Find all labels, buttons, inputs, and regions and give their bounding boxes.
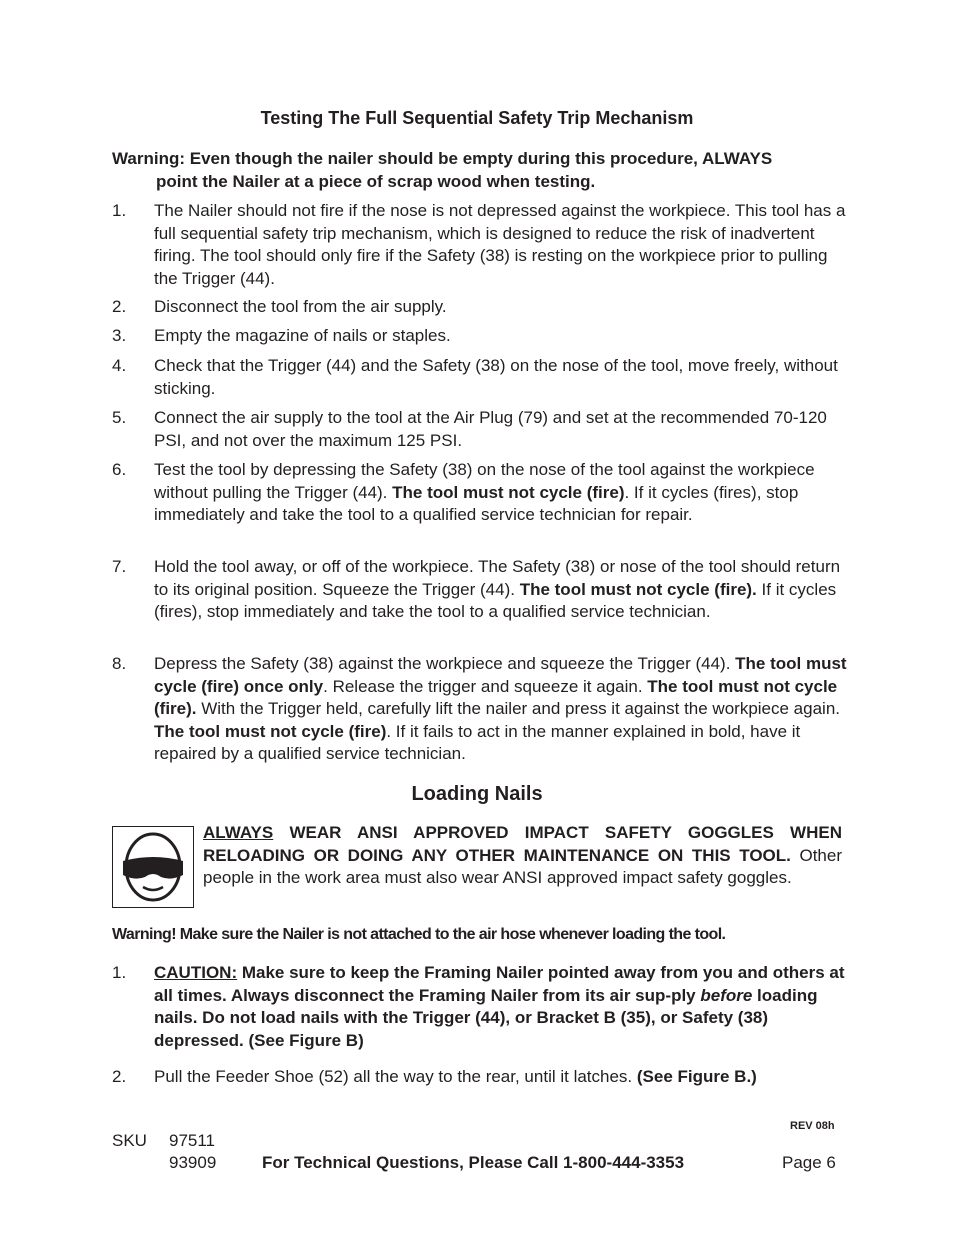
sku-number-1: 97511	[169, 1131, 216, 1150]
item-number: 6.	[112, 460, 127, 479]
list-item	[112, 355, 847, 400]
list-item	[112, 296, 847, 319]
item-number: 7.	[112, 557, 127, 576]
list-item	[112, 407, 847, 452]
item-text: Empty the magazine of nails or staples.	[154, 326, 451, 345]
revision-label: REV 08h	[790, 1120, 835, 1132]
sku-number-2: 93909	[169, 1153, 217, 1172]
list-item	[112, 325, 847, 348]
hose-warning: Warning! Make sure the Nailer is not attached to the air hose whenever loading the tool.	[112, 926, 726, 943]
item-text: Depress the Safety (38) against the workpiece and squeeze the Trigger (44). The tool must cycle (fire) once only. Release the trigger and squeeze it again. The tool must not cycle (fire). With the Trigger held, carefully lift the nailer and press it against the workpiece again. The tool must not cycle (fire). If it fails to act in the manner explained in bold, have it repaired by a qualified service technician.	[154, 654, 847, 763]
list-item	[112, 200, 847, 290]
sku-label: SKU	[112, 1131, 147, 1150]
item-number: 1.	[112, 963, 127, 982]
list-item	[112, 1066, 847, 1089]
item-text: Hold the tool away, or off of the workpiece. The Safety (38) or nose of the tool should return to its original position. Squeeze the Trigger (44). The tool must not cycle (fire). If it cycles (fires), stop immediately and take the tool to a qualified service technician.	[154, 557, 841, 621]
item-text: Disconnect the tool from the air supply.	[154, 297, 447, 316]
item-number: 5.	[112, 408, 127, 427]
safety-goggles-icon	[112, 826, 194, 908]
list-item	[112, 556, 847, 624]
warning-line-1: Warning: Even though the nailer should be empty during this procedure, ALWAYS	[112, 149, 773, 168]
list-item	[112, 962, 847, 1052]
list-item	[112, 459, 847, 527]
item-text: CAUTION: Make sure to keep the Framing Nailer pointed away from you and others at all times. Always disconnect the Framing Nailer from its air sup-ply before loading nails. Do not load nails with the Trigger (44), or Bracket B (35), or Safety (38) depressed. (See Figure B)	[154, 963, 845, 1050]
item-number: 3.	[112, 326, 127, 345]
item-number: 8.	[112, 654, 127, 673]
item-text: Connect the air supply to the tool at the Air Plug (79) and set at the recommended 70-120 PSI, and not over the maximum 125 PSI.	[154, 408, 827, 450]
goggle-warning: ALWAYS WEAR ANSI APPROVED IMPACT SAFETY GOGGLES WHEN RELOADING OR DOING ANY OTHER MAINTENANCE ON THIS TOOL. Other people in the work area must also wear ANSI approved impact safety goggles.	[203, 823, 842, 887]
page-number: Page 6	[782, 1153, 836, 1172]
section-title-loading-nails: Loading Nails	[411, 783, 543, 805]
warning-line-2: point the Nailer at a piece of scrap wood when testing.	[156, 171, 596, 191]
item-text: The Nailer should not fire if the nose is not depressed against the workpiece. This tool has a full sequential safety trip mechanism, which is designed to reduce the risk of inadvertent firing. The tool should only fire if the Safety (38) is resting on the workpiece prior to pulling the Trigger (44).	[154, 201, 846, 288]
item-number: 4.	[112, 356, 127, 375]
item-number: 2.	[112, 297, 127, 316]
item-text: Pull the Feeder Shoe (52) all the way to the rear, until it latches. (See Figure B.)	[154, 1067, 757, 1086]
item-text: Check that the Trigger (44) and the Safety (38) on the nose of the tool, move freely, without sticking.	[154, 356, 838, 398]
tech-support-line: For Technical Questions, Please Call 1-800-444-3353	[262, 1153, 685, 1172]
item-text: Test the tool by depressing the Safety (38) on the nose of the tool against the workpiece without pulling the Trigger (44). The tool must not cycle (fire). If it cycles (fires), stop immediately and take the tool to a qualified service technician for repair.	[154, 460, 815, 524]
item-number: 1.	[112, 201, 127, 220]
list-item	[112, 653, 847, 766]
section-title: Testing The Full Sequential Safety Trip Mechanism	[260, 108, 694, 128]
item-number: 2.	[112, 1067, 127, 1086]
warning-note	[112, 148, 847, 193]
